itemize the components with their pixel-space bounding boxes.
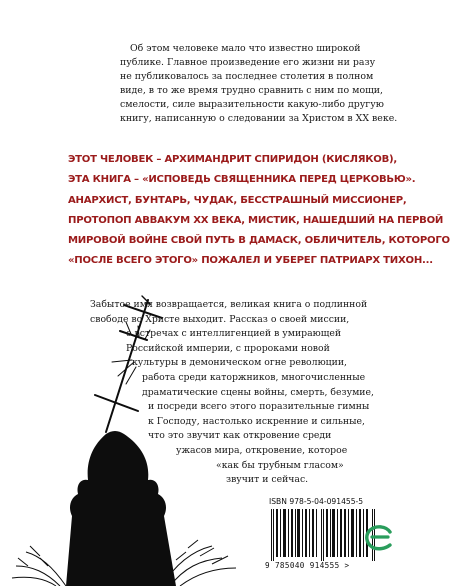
intro-line: публике. Главное произведение его жизни ни разу — [120, 57, 376, 68]
intro-paragraph — [120, 42, 398, 126]
description-paragraph — [76, 298, 396, 488]
intro-line: виде, в то же время трудно сравнить с ним по мощи, — [120, 85, 384, 96]
barcode-icon — [269, 509, 377, 561]
intro-line: смелости, силе выразительности какую-либо другую — [120, 99, 384, 110]
publisher-logo-icon — [364, 524, 394, 550]
intro-line: Об этом человеке мало что известно широкой — [130, 43, 361, 54]
quote-line: ПРОТОПОП АВВАКУМ XX ВЕКА, МИСТИК, НАШЕДШИЙ НА ПЕРВОЙ — [68, 214, 444, 226]
body-line: работа среди каторжников, многочисленные — [142, 371, 366, 383]
quote-line: МИРОВОЙ ВОЙНЕ СВОЙ ПУТЬ В ДАМАСК, ОБЛИЧИТЕЛЬ, КОТОРОГО — [68, 235, 450, 247]
body-line: к Господу, настолько искренние и сильные, — [148, 415, 365, 427]
isbn-label: ISBN 978-5-04-091455-5 — [269, 497, 364, 506]
body-line: драматические сцены войны, смерть, безумие, — [142, 386, 374, 398]
body-line: ужасов мира, откровение, которое — [176, 444, 348, 456]
intro-line: книгу, написанную о следовании за Христом в XX веке. — [120, 113, 398, 124]
body-line: «как бы трубным гласом» — [216, 459, 344, 471]
body-line: что это звучит как откровение среди — [148, 430, 332, 442]
body-line: свободе во Христе выходит. Рассказ о своей миссии, — [90, 313, 350, 325]
quote-line: ЭТОТ ЧЕЛОВЕК – АРХИМАНДРИТ СПИРИДОН (КИСЛЯКОВ), — [68, 154, 397, 165]
barcode-digits: 9 785040 914555 > — [265, 561, 350, 570]
body-line: культуры в демоническом огне революции, — [132, 357, 347, 369]
body-line: Российской империи, с пророками новой — [126, 342, 330, 354]
body-line: о встречах с интеллигенцией в умирающей — [126, 328, 342, 340]
quote-line: ЭТА КНИГА – «ИСПОВЕДЬ СВЯЩЕННИКА ПЕРЕД ЦЕРКОВЬЮ». — [68, 174, 416, 186]
quote-line: «ПОСЛЕ ВСЕГО ЭТОГО» ПОЖАЛЕЛ И УБЕРЕГ ПАТРИАРХ ТИХОН... — [68, 255, 433, 267]
body-line: и посреди всего этого поразительные гимны — [148, 401, 370, 413]
intro-line: не публиковалось за последнее столетия в полном — [120, 71, 374, 82]
highlight-quote — [68, 150, 450, 272]
body-line: звучит и сейчас. — [226, 474, 309, 486]
quote-line: АНАРХИСТ, БУНТАРЬ, ЧУДАК, БЕССТРАШНЫЙ МИССИОНЕР, — [68, 194, 407, 206]
body-line: Забытое имя возвращается, великая книга о подлинной — [90, 299, 368, 310]
